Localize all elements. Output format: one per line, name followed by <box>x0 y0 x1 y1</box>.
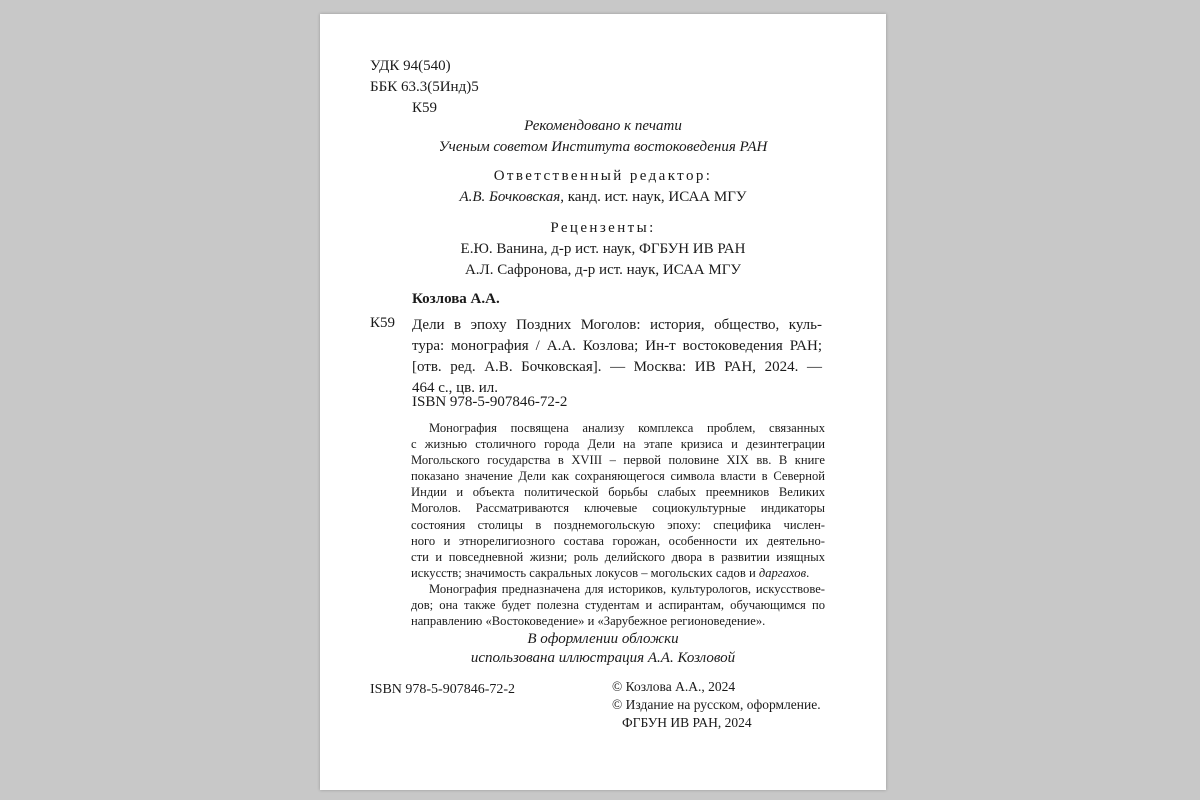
abstract-line: дов; она также будет полезна студентам и аспирантам, обучающимся по <box>411 598 825 613</box>
cover-note-line-1: В оформлении обложки <box>527 631 679 647</box>
editor-line <box>320 189 886 206</box>
editor-credentials: , канд. ист. наук, ИСАА МГУ <box>560 189 747 205</box>
abstract-line: Могольского государства в XVIII – первой половине XIX вв. В книге <box>411 453 825 468</box>
reviewers-heading: Рецензенты: <box>550 220 656 236</box>
bib-line: Дели в эпоху Поздних Моголов: история, общество, куль- <box>412 317 822 333</box>
bib-author: Козлова А.А. <box>412 291 500 307</box>
book-imprint-page <box>320 14 886 790</box>
abstract-line <box>411 565 825 581</box>
cover-note <box>320 630 886 668</box>
reviewer-2: А.Л. Сафронова, д-р ист. наук, ИСАА МГУ <box>464 262 742 278</box>
cover-note-line-2: использована иллюстрация А.А. Козловой <box>470 650 736 666</box>
bib-description <box>412 315 822 399</box>
copyright-block <box>612 678 821 732</box>
editor-name: А.В. Бочковская <box>459 189 561 205</box>
abstract-term-suffix: . <box>806 565 810 580</box>
abstract-line: Индии и объекта политической борьбы слабых преемников Великих <box>411 485 825 500</box>
copyright-line: © Издание на русском, оформление. <box>612 697 821 712</box>
footer-isbn: ISBN 978-5-907846-72-2 <box>370 682 516 697</box>
abstract-line: Моголов. Рассматриваются ключевые социокультурные индикаторы <box>411 501 825 516</box>
bib-code: К59 <box>370 315 396 331</box>
abstract-line: направлению «Востоковедение» и «Зарубежное регионоведение». <box>411 614 766 629</box>
bib-line: [отв. ред. А.В. Бочковская]. — Москва: ИВ РАН, 2024. — <box>412 359 822 375</box>
copyright-line: ФГБУН ИВ РАН, 2024 <box>622 715 752 730</box>
abstract-line: состояния столицы в позднемогольскую эпоху: специфика числен- <box>411 517 825 532</box>
copyright-line: © Козлова А.А., 2024 <box>612 679 736 694</box>
editor-heading: Ответственный редактор: <box>493 168 713 184</box>
abstract-line: Монография посвящена анализу комплекса проблем, связанных <box>429 421 825 435</box>
abstract-line: ного и этнорелигиозного состава горожан, особенности их деятельно- <box>411 533 825 548</box>
author-sign: К59 <box>412 100 438 116</box>
abstract-line: Монография предназначена для историков, культурологов, искусствове- <box>429 581 825 596</box>
abstract-italic-term: даргахов <box>758 565 807 580</box>
recommendation-line-1: Рекомендовано к печати <box>524 118 682 134</box>
bib-line: тура: монография / А.А. Козлова; Ин-т востоковедения РАН; <box>412 338 822 354</box>
reviewer-1: Е.Ю. Ванина, д-р ист. наук, ФГБУН ИВ РАН <box>460 241 746 257</box>
bbk-code: ББК 63.3(5Инд)5 <box>370 79 479 95</box>
abstract-line-text: искусств; значимость сакральных локусов – могольских садов и <box>411 565 759 580</box>
bib-isbn: ISBN 978-5-907846-72-2 <box>412 394 568 410</box>
abstract <box>411 420 825 629</box>
recommendation-line-2: Ученым советом Института востоковедения РАН <box>438 139 768 155</box>
bib-line: 464 с., цв. ил. <box>412 380 499 396</box>
abstract-line: показано значение Дели как сохраняющегося символа власти в Северной <box>411 469 825 484</box>
abstract-line: с жизнью столичного города Дели на этапе кризиса и дезинтеграции <box>411 437 825 452</box>
udk-code: УДК 94(540) <box>370 58 451 74</box>
abstract-line: сти и повседневной жизни; роль делийского двора в развитии изящных <box>411 549 825 564</box>
